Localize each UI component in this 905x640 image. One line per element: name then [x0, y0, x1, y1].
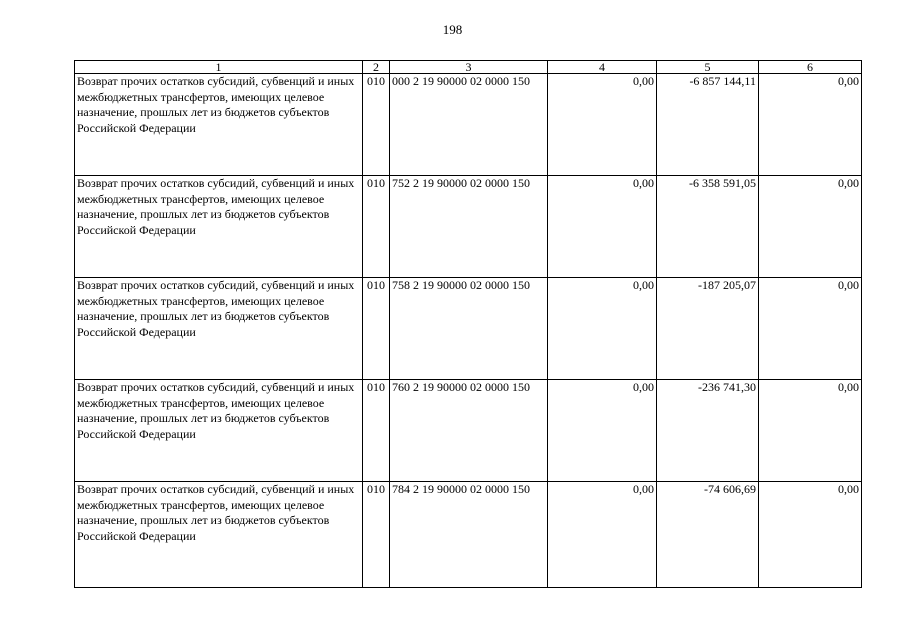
col-4-value-cell: 0,00: [548, 482, 657, 588]
row-line-code-cell: 010: [363, 176, 390, 278]
row-name-cell: Возврат прочих остатков субсидий, субвенций и иных межбюджетных трансфертов, имеющих целевое назначение, прошлых лет из бюджетов субъектов Российской Федерации: [75, 380, 363, 482]
header-col-5: 5: [657, 61, 759, 74]
page-number: 198: [442, 22, 463, 37]
col-4-value-cell: 0,00: [548, 74, 657, 176]
row-line-code-cell: 010: [363, 380, 390, 482]
header-col-6: 6: [759, 61, 862, 74]
header-col-3: 3: [390, 61, 548, 74]
col-5-value-cell: -236 741,30: [657, 380, 759, 482]
row-name-cell: Возврат прочих остатков субсидий, субвенций и иных межбюджетных трансфертов, имеющих целевое назначение, прошлых лет из бюджетов субъектов Российской Федерации: [75, 176, 363, 278]
col-5-value-cell: -74 606,69: [657, 482, 759, 588]
row-line-code-cell: 010: [363, 482, 390, 588]
budget-classification-code-cell: 760 2 19 90000 02 0000 150: [390, 380, 548, 482]
budget-classification-code-cell: 758 2 19 90000 02 0000 150: [390, 278, 548, 380]
header-col-2: 2: [363, 61, 390, 74]
table-row: [75, 176, 862, 278]
header-col-4: 4: [548, 61, 657, 74]
budget-report-table: [74, 60, 862, 588]
table-row: [75, 74, 862, 176]
col-5-value-cell: -6 358 591,05: [657, 176, 759, 278]
col-5-value-cell: -6 857 144,11: [657, 74, 759, 176]
row-name-cell: Возврат прочих остатков субсидий, субвенций и иных межбюджетных трансфертов, имеющих целевое назначение, прошлых лет из бюджетов субъектов Российской Федерации: [75, 278, 363, 380]
header-col-1: 1: [75, 61, 363, 74]
row-line-code-cell: 010: [363, 278, 390, 380]
col-6-value-cell: 0,00: [759, 482, 862, 588]
col-4-value-cell: 0,00: [548, 380, 657, 482]
table-row: [75, 482, 862, 588]
budget-classification-code-cell: 000 2 19 90000 02 0000 150: [390, 74, 548, 176]
col-5-value-cell: -187 205,07: [657, 278, 759, 380]
col-6-value-cell: 0,00: [759, 278, 862, 380]
col-6-value-cell: 0,00: [759, 176, 862, 278]
col-4-value-cell: 0,00: [548, 278, 657, 380]
table-row: [75, 278, 862, 380]
table-header-row: [75, 61, 862, 74]
col-6-value-cell: 0,00: [759, 74, 862, 176]
budget-classification-code-cell: 752 2 19 90000 02 0000 150: [390, 176, 548, 278]
table-row: [75, 380, 862, 482]
col-4-value-cell: 0,00: [548, 176, 657, 278]
row-name-cell: Возврат прочих остатков субсидий, субвенций и иных межбюджетных трансфертов, имеющих целевое назначение, прошлых лет из бюджетов субъектов Российской Федерации: [75, 482, 363, 588]
col-6-value-cell: 0,00: [759, 380, 862, 482]
row-name-cell: Возврат прочих остатков субсидий, субвенций и иных межбюджетных трансфертов, имеющих целевое назначение, прошлых лет из бюджетов субъектов Российской Федерации: [75, 74, 363, 176]
budget-classification-code-cell: 784 2 19 90000 02 0000 150: [390, 482, 548, 588]
row-line-code-cell: 010: [363, 74, 390, 176]
